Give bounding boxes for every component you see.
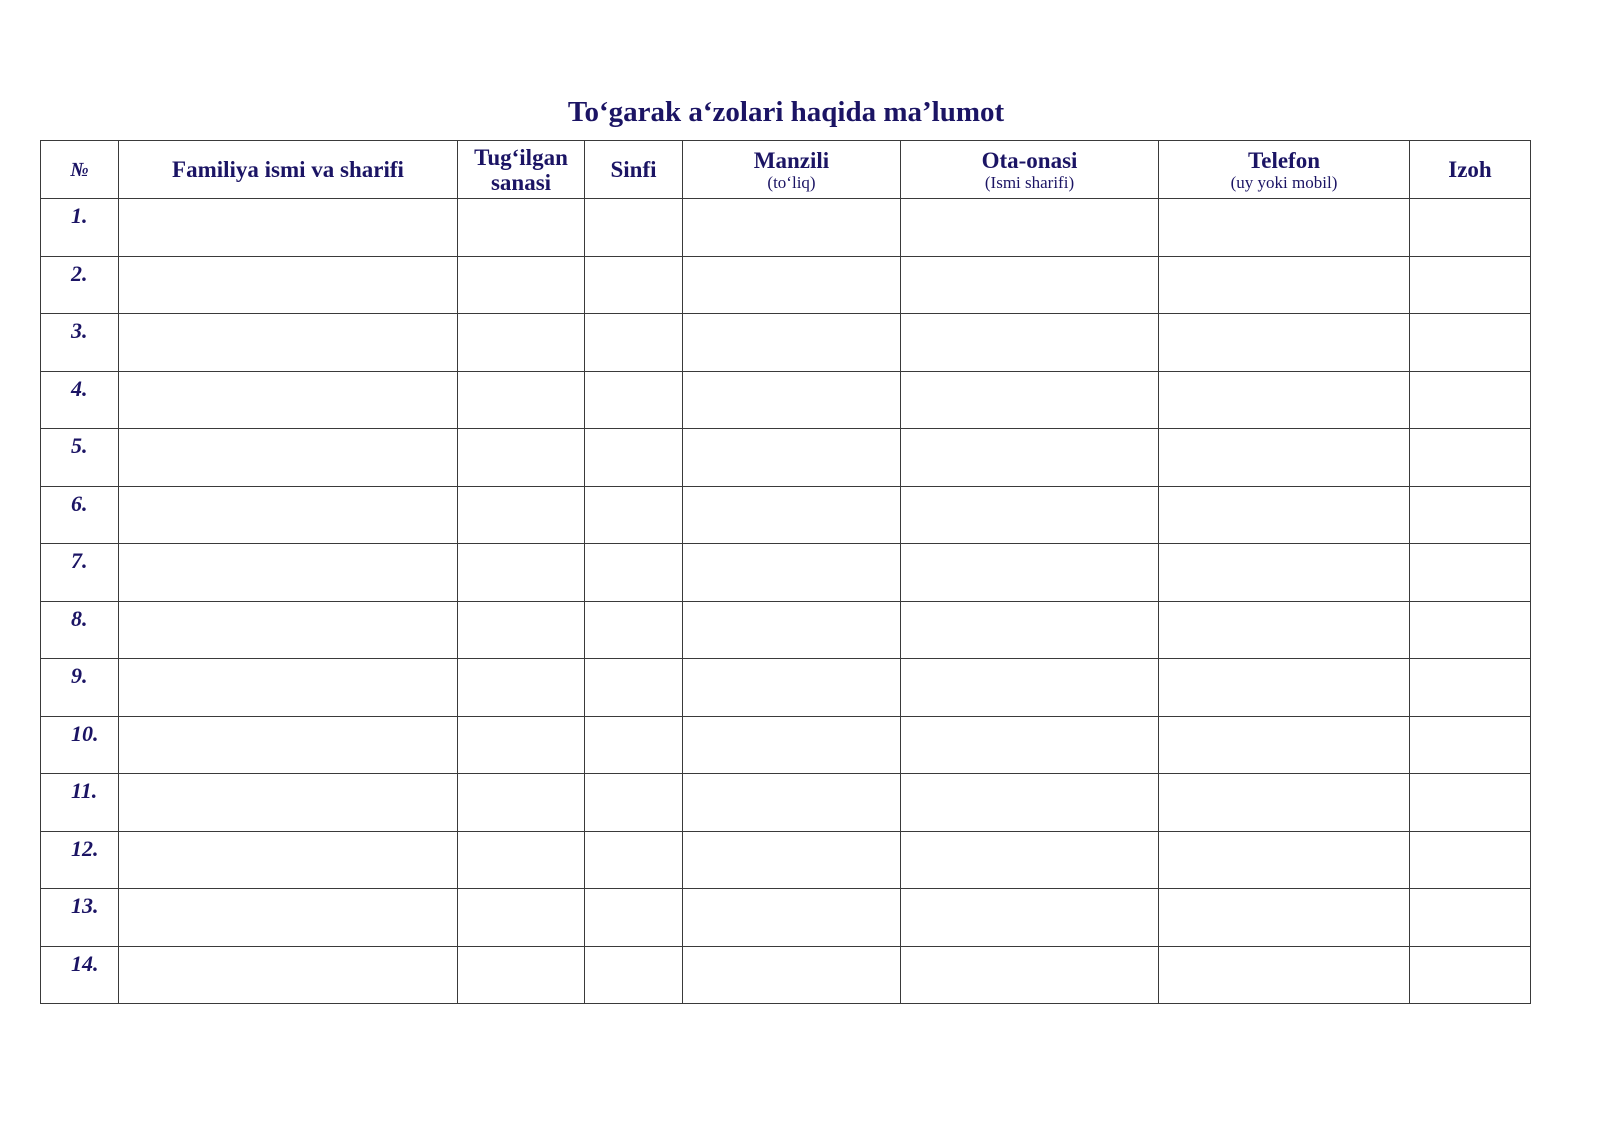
cell-parents[interactable]: [901, 429, 1159, 487]
header-number: [41, 141, 119, 199]
table-header-row: [41, 141, 1531, 199]
cell-address[interactable]: [683, 371, 901, 429]
cell-grade[interactable]: [585, 314, 683, 372]
cell-birth-date[interactable]: [458, 659, 585, 717]
cell-grade[interactable]: [585, 371, 683, 429]
cell-birth-date[interactable]: [458, 774, 585, 832]
cell-phone[interactable]: [1159, 774, 1410, 832]
table-row: [41, 486, 1531, 544]
table-row: [41, 946, 1531, 1004]
header-parents-sublabel: (Ismi sharifi): [984, 172, 1075, 192]
cell-grade[interactable]: [585, 256, 683, 314]
row-number: 6.: [41, 486, 119, 544]
cell-full-name[interactable]: [119, 486, 458, 544]
row-number: 8.: [41, 601, 119, 659]
row-number: 3.: [41, 314, 119, 372]
cell-note[interactable]: [1410, 429, 1531, 487]
cell-full-name[interactable]: [119, 716, 458, 774]
cell-address[interactable]: [683, 429, 901, 487]
cell-phone[interactable]: [1159, 486, 1410, 544]
cell-address[interactable]: [683, 831, 901, 889]
cell-phone[interactable]: [1159, 314, 1410, 372]
table-row: [41, 601, 1531, 659]
cell-parents[interactable]: [901, 946, 1159, 1004]
row-number: 13.: [41, 889, 119, 947]
cell-phone[interactable]: [1159, 831, 1410, 889]
table-row: [41, 371, 1531, 429]
cell-phone[interactable]: [1159, 659, 1410, 717]
table-row: [41, 774, 1531, 832]
cell-full-name[interactable]: [119, 544, 458, 602]
table-row: [41, 314, 1531, 372]
cell-grade[interactable]: [585, 774, 683, 832]
cell-address[interactable]: [683, 256, 901, 314]
row-number: 1.: [41, 199, 119, 257]
cell-grade[interactable]: [585, 429, 683, 487]
row-number: 4.: [41, 371, 119, 429]
cell-note[interactable]: [1410, 199, 1531, 257]
cell-note[interactable]: [1410, 831, 1531, 889]
cell-note[interactable]: [1410, 659, 1531, 717]
cell-address[interactable]: [683, 659, 901, 717]
cell-grade[interactable]: [585, 601, 683, 659]
header-full-name-label: Familiya ismi va sharifi: [172, 157, 404, 182]
cell-phone[interactable]: [1159, 889, 1410, 947]
member-info-table: [40, 140, 1531, 1004]
row-number: 2.: [41, 256, 119, 314]
cell-phone[interactable]: [1159, 256, 1410, 314]
cell-birth-date[interactable]: [458, 199, 585, 257]
header-full-name: [119, 141, 458, 199]
cell-phone[interactable]: [1159, 601, 1410, 659]
cell-address[interactable]: [683, 486, 901, 544]
cell-parents[interactable]: [901, 314, 1159, 372]
table-row: [41, 831, 1531, 889]
header-address: [683, 141, 901, 199]
table-row: [41, 429, 1531, 487]
cell-parents[interactable]: [901, 256, 1159, 314]
table-row: [41, 659, 1531, 717]
cell-full-name[interactable]: [119, 256, 458, 314]
cell-phone[interactable]: [1159, 716, 1410, 774]
cell-address[interactable]: [683, 889, 901, 947]
cell-parents[interactable]: [901, 716, 1159, 774]
cell-full-name[interactable]: [119, 889, 458, 947]
cell-grade[interactable]: [585, 659, 683, 717]
cell-phone[interactable]: [1159, 199, 1410, 257]
cell-parents[interactable]: [901, 601, 1159, 659]
header-birth-date: [458, 141, 585, 199]
document-title: To‘garak a‘zolari haqida ma’lumot: [567, 96, 1005, 128]
cell-phone[interactable]: [1159, 371, 1410, 429]
header-grade-label: Sinfi: [610, 157, 657, 182]
cell-birth-date[interactable]: [458, 889, 585, 947]
cell-parents[interactable]: [901, 831, 1159, 889]
row-number: 14.: [41, 946, 119, 1004]
cell-note[interactable]: [1410, 946, 1531, 1004]
cell-grade[interactable]: [585, 831, 683, 889]
header-note: [1410, 141, 1531, 199]
cell-note[interactable]: [1410, 774, 1531, 832]
cell-birth-date[interactable]: [458, 486, 585, 544]
table-body: [41, 199, 1531, 1004]
header-phone-label: Telefon: [1248, 147, 1320, 173]
table-row: [41, 199, 1531, 257]
cell-grade[interactable]: [585, 716, 683, 774]
cell-note[interactable]: [1410, 601, 1531, 659]
cell-birth-date[interactable]: [458, 544, 585, 602]
cell-phone[interactable]: [1159, 544, 1410, 602]
header-number-label: №: [70, 159, 89, 181]
header-note-label: Izoh: [1448, 157, 1492, 182]
table-row: [41, 544, 1531, 602]
cell-full-name[interactable]: [119, 946, 458, 1004]
row-number: 12.: [41, 831, 119, 889]
cell-grade[interactable]: [585, 199, 683, 257]
cell-address[interactable]: [683, 716, 901, 774]
cell-address[interactable]: [683, 946, 901, 1004]
row-number: 7.: [41, 544, 119, 602]
cell-phone[interactable]: [1159, 429, 1410, 487]
cell-parents[interactable]: [901, 544, 1159, 602]
cell-address[interactable]: [683, 314, 901, 372]
cell-birth-date[interactable]: [458, 946, 585, 1004]
header-address-sublabel: (to‘liq): [767, 172, 816, 192]
header-birth-date-label: Tug‘ilgan sanasi: [474, 144, 568, 195]
cell-address[interactable]: [683, 199, 901, 257]
table-row: [41, 716, 1531, 774]
header-grade: [585, 141, 683, 199]
cell-birth-date[interactable]: [458, 716, 585, 774]
row-number: 9.: [41, 659, 119, 717]
header-parents: [901, 141, 1159, 199]
cell-parents[interactable]: [901, 774, 1159, 832]
cell-full-name[interactable]: [119, 429, 458, 487]
cell-parents[interactable]: [901, 371, 1159, 429]
cell-note[interactable]: [1410, 544, 1531, 602]
cell-phone[interactable]: [1159, 946, 1410, 1004]
cell-note[interactable]: [1410, 256, 1531, 314]
cell-full-name[interactable]: [119, 371, 458, 429]
cell-grade[interactable]: [585, 946, 683, 1004]
row-number: 5.: [41, 429, 119, 487]
cell-parents[interactable]: [901, 889, 1159, 947]
cell-full-name[interactable]: [119, 831, 458, 889]
row-number: 10.: [41, 716, 119, 774]
cell-parents[interactable]: [901, 659, 1159, 717]
cell-note[interactable]: [1410, 486, 1531, 544]
header-phone-sublabel: (uy yoki mobil): [1230, 172, 1338, 192]
cell-full-name[interactable]: [119, 774, 458, 832]
table-row: [41, 889, 1531, 947]
cell-full-name[interactable]: [119, 659, 458, 717]
cell-grade[interactable]: [585, 544, 683, 602]
header-address-label: Manzili: [753, 147, 830, 173]
cell-birth-date[interactable]: [458, 314, 585, 372]
cell-full-name[interactable]: [119, 601, 458, 659]
cell-parents[interactable]: [901, 486, 1159, 544]
cell-note[interactable]: [1410, 716, 1531, 774]
cell-address[interactable]: [683, 601, 901, 659]
cell-grade[interactable]: [585, 889, 683, 947]
cell-birth-date[interactable]: [458, 371, 585, 429]
cell-birth-date[interactable]: [458, 256, 585, 314]
cell-birth-date[interactable]: [458, 601, 585, 659]
cell-note[interactable]: [1410, 371, 1531, 429]
cell-grade[interactable]: [585, 486, 683, 544]
cell-address[interactable]: [683, 774, 901, 832]
cell-note[interactable]: [1410, 314, 1531, 372]
header-phone: [1159, 141, 1410, 199]
row-number: 11.: [41, 774, 119, 832]
cell-birth-date[interactable]: [458, 831, 585, 889]
cell-address[interactable]: [683, 544, 901, 602]
cell-note[interactable]: [1410, 889, 1531, 947]
cell-full-name[interactable]: [119, 199, 458, 257]
table-row: [41, 256, 1531, 314]
cell-full-name[interactable]: [119, 314, 458, 372]
header-parents-label: Ota-onasi: [981, 147, 1078, 173]
cell-parents[interactable]: [901, 199, 1159, 257]
cell-birth-date[interactable]: [458, 429, 585, 487]
